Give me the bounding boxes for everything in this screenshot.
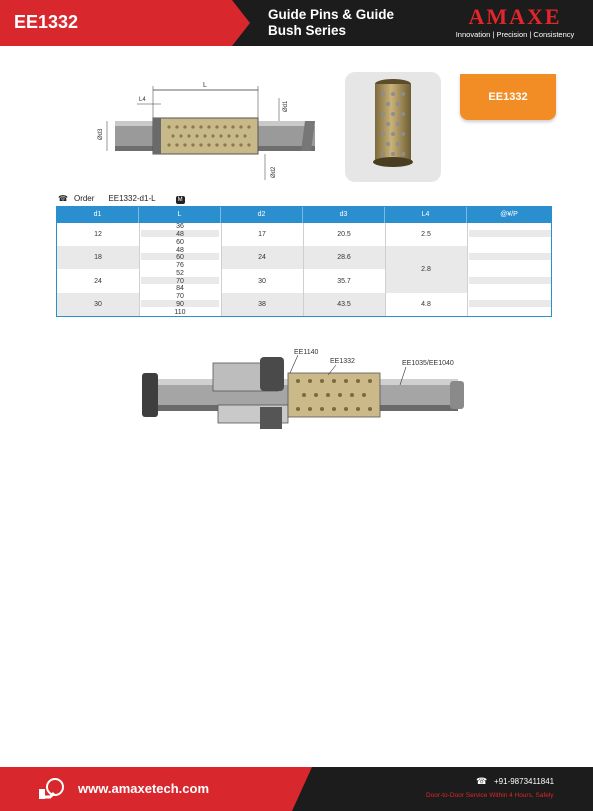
dim-label-L4: L4 [139,97,146,103]
technical-drawing [95,78,325,188]
cell-L: 48 [176,246,184,254]
col-header-d1: d1 [57,207,139,223]
cell-d2: 17 [258,231,266,238]
cell-L: 76 [176,262,184,270]
product-badge: EE1332 [460,74,556,120]
website-link[interactable]: www.amaxetech.com [78,781,210,796]
table-header-row [57,207,551,223]
label-ee1140: EE1140 [294,349,319,356]
cell-L: 110 [174,308,186,316]
cell-d3: 43.5 [337,301,351,308]
service-note: Door-to-Door Service Within 4 Hours, Safely [426,792,554,799]
cell-L: 60 [176,254,184,262]
cell-L4: 2.5 [421,231,431,238]
product-code-title: EE1332 [14,12,79,32]
cell-L: 90 [176,300,184,308]
spec-table [56,206,552,317]
cell-d3: 35.7 [337,277,351,285]
cell-L: 48 [176,231,184,239]
cell-d2: 38 [258,301,266,308]
cell-L: 52 [176,269,184,277]
table-body [57,223,551,316]
label-ee1035-ee1040: EE1035/EE1040 [402,360,454,367]
globe-hand-icon [38,777,66,801]
col-header-L: L [139,207,221,223]
brand-tagline: Innovation | Precision | Consistency [455,30,575,39]
cell-L4: 2.8 [421,266,431,273]
phone-icon: ☎ [476,776,488,786]
dim-label-d3: Ød3 [98,128,104,140]
brand-name: AMAXE [468,4,562,29]
order-code: EE1332-d1-L [108,194,156,203]
phone-number: +91-9873411841 [494,777,555,786]
dim-label-d2: Ød2 [271,166,277,178]
cell-d2: 24 [258,254,266,261]
cell-d1: 30 [94,301,102,308]
price-stripe [469,277,551,284]
order-label: Order [73,194,95,203]
cell-d1: 18 [94,254,102,261]
dim-label-d1: Ød1 [283,100,289,112]
material-m-icon: M [177,197,183,203]
dim-label-L: L [203,82,207,89]
price-stripe [469,253,551,260]
cell-L: 70 [176,293,184,301]
order-line [58,194,191,204]
cell-d3: 28.6 [337,254,351,261]
series-title: Guide Pins & Guide Bush Series [268,7,395,38]
product-photo [345,72,441,182]
col-header-L4: L4 [385,207,467,223]
col-header-d2: d2 [221,207,303,223]
price-stripe [469,300,551,307]
cell-L: 36 [176,223,184,231]
header-bar [0,0,593,46]
cell-d2: 30 [258,277,266,285]
label-ee1332: EE1332 [330,358,355,365]
footer-bar [0,767,593,811]
phone-icon: ☎ [58,194,68,203]
brand-logo [440,6,590,39]
col-header-d3: d3 [303,207,385,223]
assembly-drawing [138,345,478,435]
cell-L: 70 [176,277,184,285]
bush-photo-illustration [345,72,441,182]
cell-L: 84 [176,285,184,293]
cell-d3: 20.5 [337,231,351,238]
cell-d1: 24 [94,277,102,285]
cell-L: 60 [176,238,184,246]
cell-d1: 12 [94,231,102,238]
price-stripe [469,230,551,237]
col-header-price: @¥/P [500,211,518,218]
cell-L4: 4.8 [421,301,431,308]
